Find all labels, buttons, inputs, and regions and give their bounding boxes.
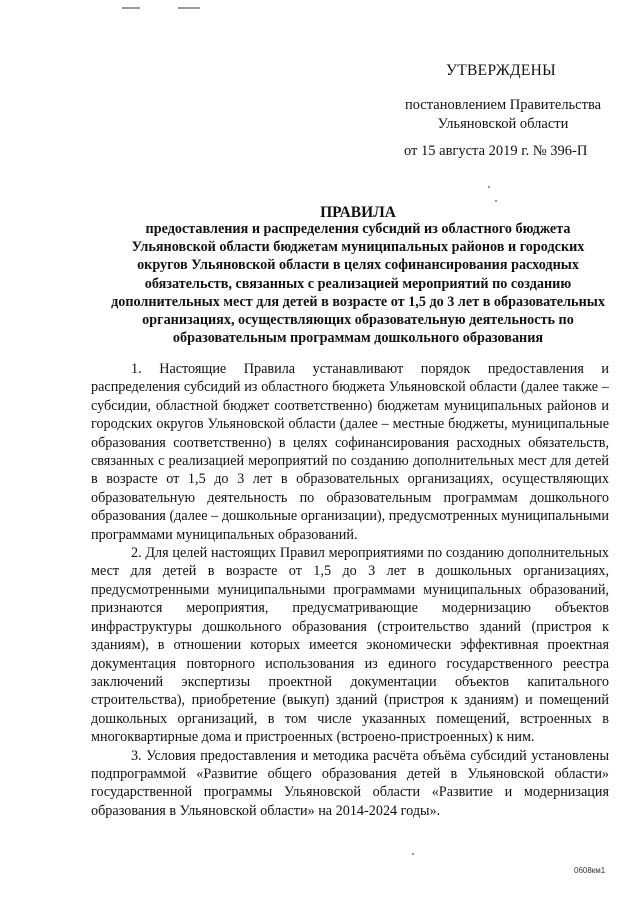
resolution-date-number: от 15 августа 2019 г. № 396-П [404,143,588,159]
paragraph-2: 2. Для целей настоящих Правил мероприятиями по созданию дополнительных мест для детей в возрасте от 1,5 до 3 лет в дошкольных организациях, предусмотренными муниципальными программами муниципальных образований, признаются мероприятия, предусматривающие модернизацию объектов инфраструктуры дошкольного образования (строительство зданий (пристроя к зданиям), в отношении которых имеется экономически эффективная проектная документация повторного использования из единого государственного реестра заключений экспертизы проектной документации объектов капитального строительства), приобретение (выкуп) зданий (пристроя к зданиям) и помещений дошкольных организаций, в том числе указанных помещений, встроенных в многоквартирные дома и пристроенных (встроено-пристроенных) к ним. [91,545,609,746]
resolution-reference: постановлением Правительства Ульяновской области [404,97,602,132]
footer-document-code: 0608км1 [574,866,606,875]
paragraph-3: 3. Условия предоставления и методика расчёта объёма субсидий установлены подпрограммой «Развитие общего образования детей в Ульяновской области» государственной программы Ульяновской области «Развитие и модернизация образования в Ульяновской области» на 2014-2024 годы». [91,747,609,819]
document-subtitle: предоставления и распределения субсидий из областного бюджета Ульяновской области бюджетам муниципальных районов и городских округов Ульяновской области в целях софинансирования расходных обязательств, связанных с реализацией мероприятий по созданию дополнительных мест для детей в возрасте от 1,5 до 3 лет в образовательных организациях, осуществляющих образовательную деятельность по образовательным программам дошкольного образования [111,221,605,347]
document-title: ПРАВИЛА [320,204,396,221]
scan-speck [412,853,414,855]
scan-speck [495,200,497,202]
scan-artifact [122,7,140,9]
approved-heading: УТВЕРЖДЕНЫ [446,62,556,79]
paragraph-1: 1. Настоящие Правила устанавливают порядок предоставления и распределения субсидий из областного бюджета Ульяновской области (далее также – субсидии, областной бюджет соответственно) бюджетам муниципальных районов и городских округов Ульяновской области (далее – местные бюджеты, муниципальные образования соответственно) в целях софинансирования расходных обязательств, связанных с реализацией мероприятий по созданию дополнительных мест для детей в возрасте от 1,5 до 3 лет в образовательных организациях, осуществляющих образовательную деятельность по образовательным программам дошкольного образования (далее – дошкольные организации), предусмотренных муниципальными программами муниципальных образований. [91,361,609,543]
scan-speck [488,186,490,188]
scan-artifact [178,7,200,9]
document-body [91,360,609,820]
